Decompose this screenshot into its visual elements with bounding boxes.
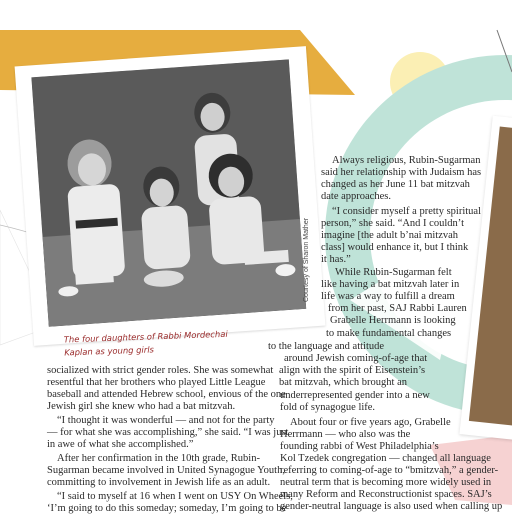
body-text-line: changed as her June 11 bat mitzvah bbox=[321, 179, 470, 190]
body-text-line: to make fundamental changes bbox=[326, 328, 452, 339]
body-text-line: align with the spirit of Eisenstein’s bbox=[279, 365, 426, 376]
historical-photo bbox=[31, 59, 306, 326]
body-text-line: “I said to myself at 16 when I went on USY On Wheels, bbox=[57, 491, 293, 502]
body-text-line: fold of synagogue life. bbox=[280, 402, 376, 413]
body-text-line: said her relationship with Judaism has bbox=[321, 167, 482, 178]
body-text-line: imagine [the adult b’nai mitzvah bbox=[321, 230, 459, 241]
body-text-line: bat mitzvah, which brought an bbox=[279, 377, 408, 388]
body-text-line: Sugarman became involved in United Synagogue Youth, bbox=[47, 465, 285, 476]
body-text-line: — for what she was accomplishing,” she said. “I was just bbox=[47, 427, 289, 438]
body-text-line: around Jewish coming-of-age that bbox=[284, 353, 428, 364]
body-text-line: Herrmann — who also was the bbox=[280, 429, 411, 440]
body-text-line: from her past, SAJ Rabbi Lauren bbox=[328, 303, 467, 314]
body-text-line: like having a bat mitzvah later in bbox=[321, 279, 460, 290]
photo-frame bbox=[15, 46, 326, 346]
body-text-line: socialized with strict gender roles. She was somewhat bbox=[47, 365, 274, 376]
body-text-line: founding rabbi of West Philadelphia’s bbox=[280, 441, 439, 452]
body-text-line: After her confirmation in the 10th grade, Rubin- bbox=[57, 453, 260, 464]
body-text-line: resentful that her brothers who played Little League bbox=[47, 377, 266, 388]
body-text-line: ‘I’m going to do this someday; someday, I’m going to be bbox=[47, 503, 287, 514]
body-text-line: “I consider myself a pretty spiritual bbox=[332, 206, 481, 217]
caption-line: Kaplan as young girls bbox=[64, 344, 155, 358]
body-text-line: gender-neutral language is also used when calling up bbox=[280, 501, 503, 512]
body-text-line: Kol Tzedek congregation — changed all language bbox=[280, 453, 491, 464]
body-text-line: Jewish girl she knew who had a bat mitzvah. bbox=[47, 401, 236, 412]
body-text-line: underrepresented gender into a new bbox=[280, 390, 430, 401]
body-text-line: referring to coming-of-age to “bmitzvah,” a gender- bbox=[280, 465, 499, 476]
body-text-line: to the language and attitude bbox=[268, 341, 385, 352]
body-text-line: date approaches. bbox=[321, 191, 391, 202]
body-text-line: Always religious, Rubin-Sugarman bbox=[332, 155, 481, 166]
body-text-line: baseball and attended Hebrew school, envious of the one bbox=[47, 389, 286, 400]
body-text-line: neutral term that is becoming more widely used in bbox=[280, 477, 492, 488]
body-text-line: Grabelle Herrmann is looking bbox=[330, 315, 456, 326]
body-text-line: in awe of what she accomplished.” bbox=[47, 439, 194, 450]
caption-line: The four daughters of Rabbi Mordechai bbox=[63, 328, 228, 345]
body-text-line: About four or five years ago, Grabelle bbox=[290, 417, 451, 428]
body-text-line: While Rubin-Sugarman felt bbox=[335, 267, 452, 278]
body-text-line: committing to involvement in Jewish life as an adult. bbox=[47, 477, 271, 488]
body-text-line: class] would enhance it, but I think bbox=[321, 242, 469, 253]
body-text-line: many Reform and Reconstructionist spaces. SAJ’s bbox=[280, 489, 492, 500]
body-text-line: person,” she said. “And I couldn’t bbox=[321, 218, 464, 229]
body-text-line: it has.” bbox=[321, 254, 351, 265]
photo-illustration bbox=[31, 59, 306, 326]
photo-credit: Courtesy of Sharon Mather bbox=[303, 217, 310, 302]
body-text-line: life was a way to fulfill a dream bbox=[321, 291, 455, 302]
body-text-line: “I thought it was wonderful — and not for the party bbox=[57, 415, 275, 426]
